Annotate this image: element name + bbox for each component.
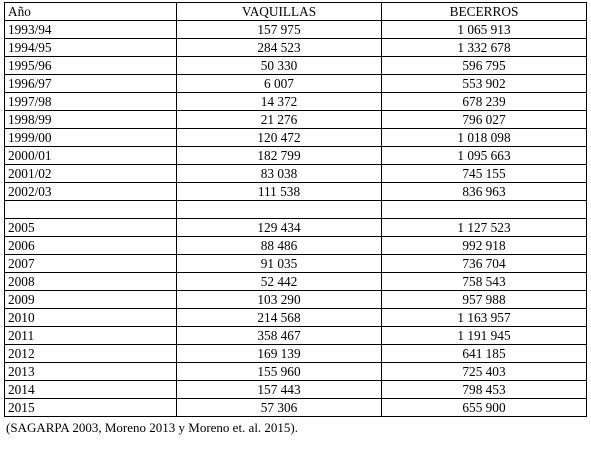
cell-year: 1995/96 — [5, 57, 177, 75]
cell-becerros: 836 963 — [382, 183, 587, 201]
cell-becerros: 736 704 — [382, 255, 587, 273]
cell-becerros: 678 239 — [382, 93, 587, 111]
cell-vaquillas: 182 799 — [177, 147, 382, 165]
cell-vaquillas: 91 035 — [177, 255, 382, 273]
header-becerros: BECERROS — [382, 3, 587, 21]
cell-becerros: 1 095 663 — [382, 147, 587, 165]
table-row — [5, 327, 587, 345]
cell-vaquillas: 284 523 — [177, 39, 382, 57]
cell-vaquillas: 157 443 — [177, 381, 382, 399]
table-row — [5, 399, 587, 417]
cell-becerros: 1 065 913 — [382, 21, 587, 39]
cell-becerros: 596 795 — [382, 57, 587, 75]
table-row — [5, 147, 587, 165]
table-row — [5, 129, 587, 147]
cell-vaquillas: 358 467 — [177, 327, 382, 345]
cell-vaquillas: 6 007 — [177, 75, 382, 93]
table-body — [5, 21, 587, 417]
cell-becerros — [382, 201, 587, 219]
cell-becerros: 655 900 — [382, 399, 587, 417]
cell-year: 2011 — [5, 327, 177, 345]
cell-becerros: 1 332 678 — [382, 39, 587, 57]
source-note: (SAGARPA 2003, Moreno 2013 y Moreno et. al. 2015). — [6, 420, 299, 435]
cell-year: 2015 — [5, 399, 177, 417]
cell-year: 1996/97 — [5, 75, 177, 93]
cell-vaquillas — [177, 201, 382, 219]
cell-becerros: 798 453 — [382, 381, 587, 399]
table-row — [5, 201, 587, 219]
cell-year: 1999/00 — [5, 129, 177, 147]
header-year: Año — [5, 3, 177, 21]
cell-vaquillas: 169 139 — [177, 345, 382, 363]
cell-year: 1997/98 — [5, 93, 177, 111]
table-row — [5, 111, 587, 129]
cell-vaquillas: 214 568 — [177, 309, 382, 327]
cell-becerros: 1 191 945 — [382, 327, 587, 345]
table-row — [5, 219, 587, 237]
cell-becerros: 992 918 — [382, 237, 587, 255]
cell-vaquillas: 111 538 — [177, 183, 382, 201]
cell-year: 1998/99 — [5, 111, 177, 129]
cell-vaquillas: 103 290 — [177, 291, 382, 309]
document — [4, 2, 586, 435]
cell-vaquillas: 21 276 — [177, 111, 382, 129]
table-row — [5, 309, 587, 327]
cell-year: 2001/02 — [5, 165, 177, 183]
cell-year: 2012 — [5, 345, 177, 363]
cell-year: 2009 — [5, 291, 177, 309]
cell-vaquillas: 52 442 — [177, 273, 382, 291]
table-row — [5, 273, 587, 291]
cell-becerros: 553 902 — [382, 75, 587, 93]
table-row — [5, 291, 587, 309]
header-vaquillas: VAQUILLAS — [177, 3, 382, 21]
cell-vaquillas: 57 306 — [177, 399, 382, 417]
table-row — [5, 21, 587, 39]
table-row — [5, 237, 587, 255]
cell-year: 2006 — [5, 237, 177, 255]
cell-becerros: 1 018 098 — [382, 129, 587, 147]
cell-year: 2008 — [5, 273, 177, 291]
table-row — [5, 75, 587, 93]
table-row — [5, 345, 587, 363]
cell-vaquillas: 120 472 — [177, 129, 382, 147]
cell-becerros: 1 127 523 — [382, 219, 587, 237]
table-row — [5, 183, 587, 201]
table-row — [5, 57, 587, 75]
cell-becerros: 957 988 — [382, 291, 587, 309]
cell-year: 2005 — [5, 219, 177, 237]
cell-year: 2002/03 — [5, 183, 177, 201]
cell-year — [5, 201, 177, 219]
cell-year: 1994/95 — [5, 39, 177, 57]
cell-year: 2007 — [5, 255, 177, 273]
cell-becerros: 745 155 — [382, 165, 587, 183]
cell-year: 2014 — [5, 381, 177, 399]
cell-vaquillas: 157 975 — [177, 21, 382, 39]
cell-year: 2010 — [5, 309, 177, 327]
cell-becerros: 641 185 — [382, 345, 587, 363]
cell-becerros: 1 163 957 — [382, 309, 587, 327]
cell-vaquillas: 14 372 — [177, 93, 382, 111]
cell-vaquillas: 129 434 — [177, 219, 382, 237]
cell-becerros: 796 027 — [382, 111, 587, 129]
table-row — [5, 165, 587, 183]
table-row — [5, 363, 587, 381]
cell-vaquillas: 50 330 — [177, 57, 382, 75]
cell-year: 1993/94 — [5, 21, 177, 39]
table-row — [5, 39, 587, 57]
table-header-row — [5, 3, 587, 21]
table-row — [5, 381, 587, 399]
cell-becerros: 725 403 — [382, 363, 587, 381]
cattle-export-table — [4, 2, 587, 417]
cell-becerros: 758 543 — [382, 273, 587, 291]
table-row — [5, 255, 587, 273]
cell-year: 2000/01 — [5, 147, 177, 165]
table-row — [5, 93, 587, 111]
cell-vaquillas: 155 960 — [177, 363, 382, 381]
cell-vaquillas: 83 038 — [177, 165, 382, 183]
cell-year: 2013 — [5, 363, 177, 381]
cell-vaquillas: 88 486 — [177, 237, 382, 255]
